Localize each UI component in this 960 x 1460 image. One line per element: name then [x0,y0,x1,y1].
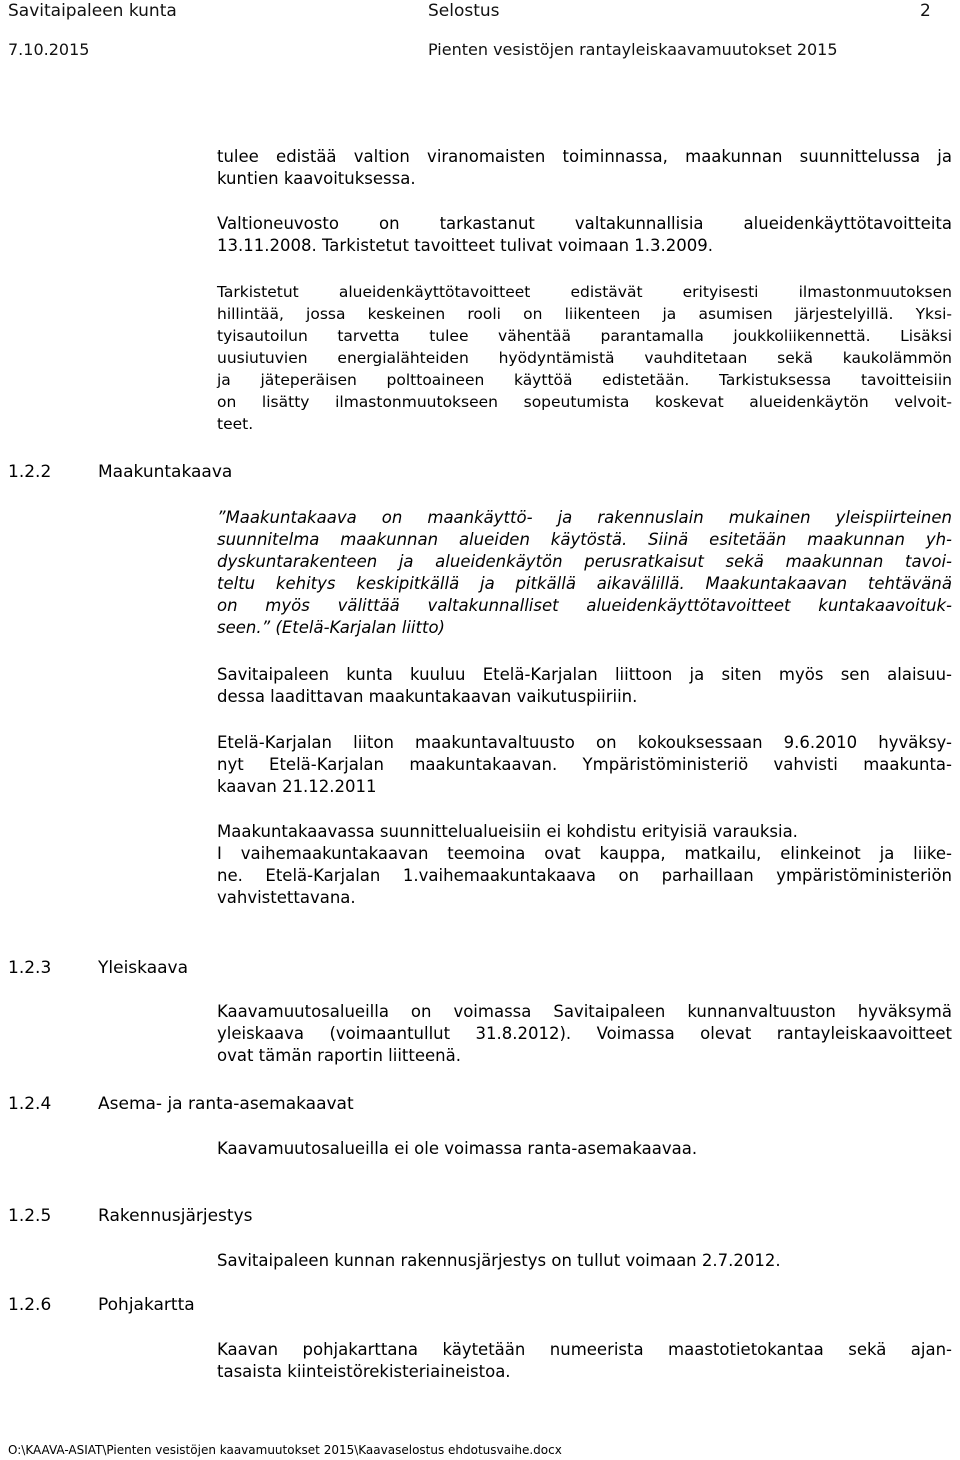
section-heading-rakennusjarjestys [8,1205,253,1227]
section-number: 1.2.4 [8,1094,52,1114]
text-line: Valtioneuvosto on tarkastanut valtakunnallisia alueidenkäyttötavoitteita [217,214,952,233]
text-line: on myös välittää valtakunnalliset alueidenkäyttötavoitteet kuntakaavoituk- [217,596,952,615]
header-doc-type: Selostus [428,1,500,21]
text-line: I vaihemaakuntakaavan teemoina ovat kauppa, matkailu, elinkeinot ja liike- [217,844,952,863]
header-project: Pienten vesistöjen rantayleiskaavamuutokset 2015 [428,40,838,59]
text-line: nyt Etelä-Karjalan maakuntakaavan. Ympäristöministeriö vahvisti maakunta- [217,755,952,774]
section-number: 1.2.2 [8,462,52,482]
text-line: uusiutuvien energialähteiden hyödyntämistä vauhditetaan sekä kaukolämmön [217,349,952,367]
header-page-number: 2 [920,1,931,21]
text-line: suunnitelma maakunnan alueiden käytöstä. Siinä esitetään maakunnan yh- [217,530,952,549]
paragraph-6 [217,732,952,798]
paragraph-7 [217,821,952,909]
text-line: teet. [217,415,254,433]
text-line: ovat tämän raportin liitteenä. [217,1046,461,1065]
text-line: kuntien kaavoituksessa. [217,169,416,188]
paragraph-3 [217,281,952,435]
text-line: ja jäteperäisen polttoaineen käyttöä edistetään. Tarkistuksessa tavoitteisiin [217,371,952,389]
text-line: Kaavamuutosalueilla ei ole voimassa ranta-asemakaavaa. [217,1139,698,1158]
text-line: on lisätty ilmastonmuutokseen sopeutumista koskevat alueidenkäytön velvoit- [217,393,952,411]
text-line: Tarkistetut alueidenkäyttötavoitteet edistävät erityisesti ilmastonmuutoksen [217,283,952,301]
text-line: ”Maakuntakaava on maankäyttö- ja rakennuslain mukainen yleispiirteinen [217,508,952,527]
text-line: Savitaipaleen kunnan rakennusjärjestys on tullut voimaan 2.7.2012. [217,1251,781,1270]
section-heading-yleiskaava [8,957,188,979]
section-title: Rakennusjärjestys [98,1206,253,1226]
footer-file-path: O:\KAAVA-ASIAT\Pienten vesistöjen kaavamuutokset 2015\Kaavaselostus ehdotusvaihe.docx [8,1443,562,1457]
text-line: kaavan 21.12.2011 [217,777,377,796]
text-line: dyskuntarakenteen ja alueidenkäytön perusratkaisut sekä maakunnan tavoi- [217,552,952,571]
text-line: yleiskaava (voimaantullut 31.8.2012). Voimassa olevat rantayleiskaavoitteet [217,1024,952,1043]
header-date: 7.10.2015 [8,40,90,59]
section-heading-pohjakartta [8,1294,195,1316]
paragraph-11 [217,1339,952,1383]
text-line: ne. Etelä-Karjalan 1.vaihemaakuntakaava on parhaillaan ympäristöministeriön [217,866,952,885]
section-title: Yleiskaava [98,958,189,978]
text-line: tasaista kiinteistörekisteriaineistoa. [217,1362,511,1381]
text-line: 13.11.2008. Tarkistetut tavoitteet tulivat voimaan 1.3.2009. [217,236,714,255]
section-title: Asema- ja ranta-asemakaavat [98,1094,354,1114]
paragraph-10 [217,1250,952,1272]
paragraph-2 [217,213,952,257]
text-line: dessa laadittavan maakuntakaavan vaikutuspiiriin. [217,687,638,706]
section-title: Maakuntakaava [98,462,233,482]
paragraph-8 [217,1001,952,1067]
text-line: Savitaipaleen kunta kuuluu Etelä-Karjalan liittoon ja siten myös sen alaisuu- [217,665,952,684]
section-heading-asemakaavat [8,1093,354,1115]
section-number: 1.2.6 [8,1295,52,1315]
section-heading-maakuntakaava [8,461,232,483]
text-line: Maakuntakaavassa suunnittelualueisiin ei kohdistu erityisiä varauksia. [217,822,798,841]
text-line: vahvistettavana. [217,888,356,907]
text-line: seen.” (Etelä-Karjalan liitto) [217,618,445,637]
text-line: teltu kehitys keskipitkällä ja pitkällä aikavälillä. Maakuntakaavan tehtävänä [217,574,952,593]
text-line: tyisautoilun tarvetta tulee vähentää parantamalla joukkoliikennettä. Lisäksi [217,327,952,345]
section-number: 1.2.5 [8,1206,52,1226]
text-line: tulee edistää valtion viranomaisten toiminnassa, maakunnan suunnittelussa ja [217,147,952,166]
text-line: Kaavan pohjakarttana käytetään numeerista maastotietokantaa sekä ajan- [217,1340,952,1359]
text-line: Etelä-Karjalan liiton maakuntavaltuusto on kokouksessaan 9.6.2010 hyväksy- [217,733,952,752]
section-title: Pohjakartta [98,1295,195,1315]
paragraph-9 [217,1138,952,1160]
quote-paragraph [217,507,952,639]
text-line: hillintää, jossa keskeinen rooli on liikenteen ja asumisen järjestelyillä. Yksi- [217,305,952,323]
text-line: Kaavamuutosalueilla on voimassa Savitaipaleen kunnanvaltuuston hyväksymä [217,1002,952,1021]
paragraph-5 [217,664,952,708]
header-municipality: Savitaipaleen kunta [8,1,177,21]
paragraph-1 [217,146,952,190]
section-number: 1.2.3 [8,958,52,978]
